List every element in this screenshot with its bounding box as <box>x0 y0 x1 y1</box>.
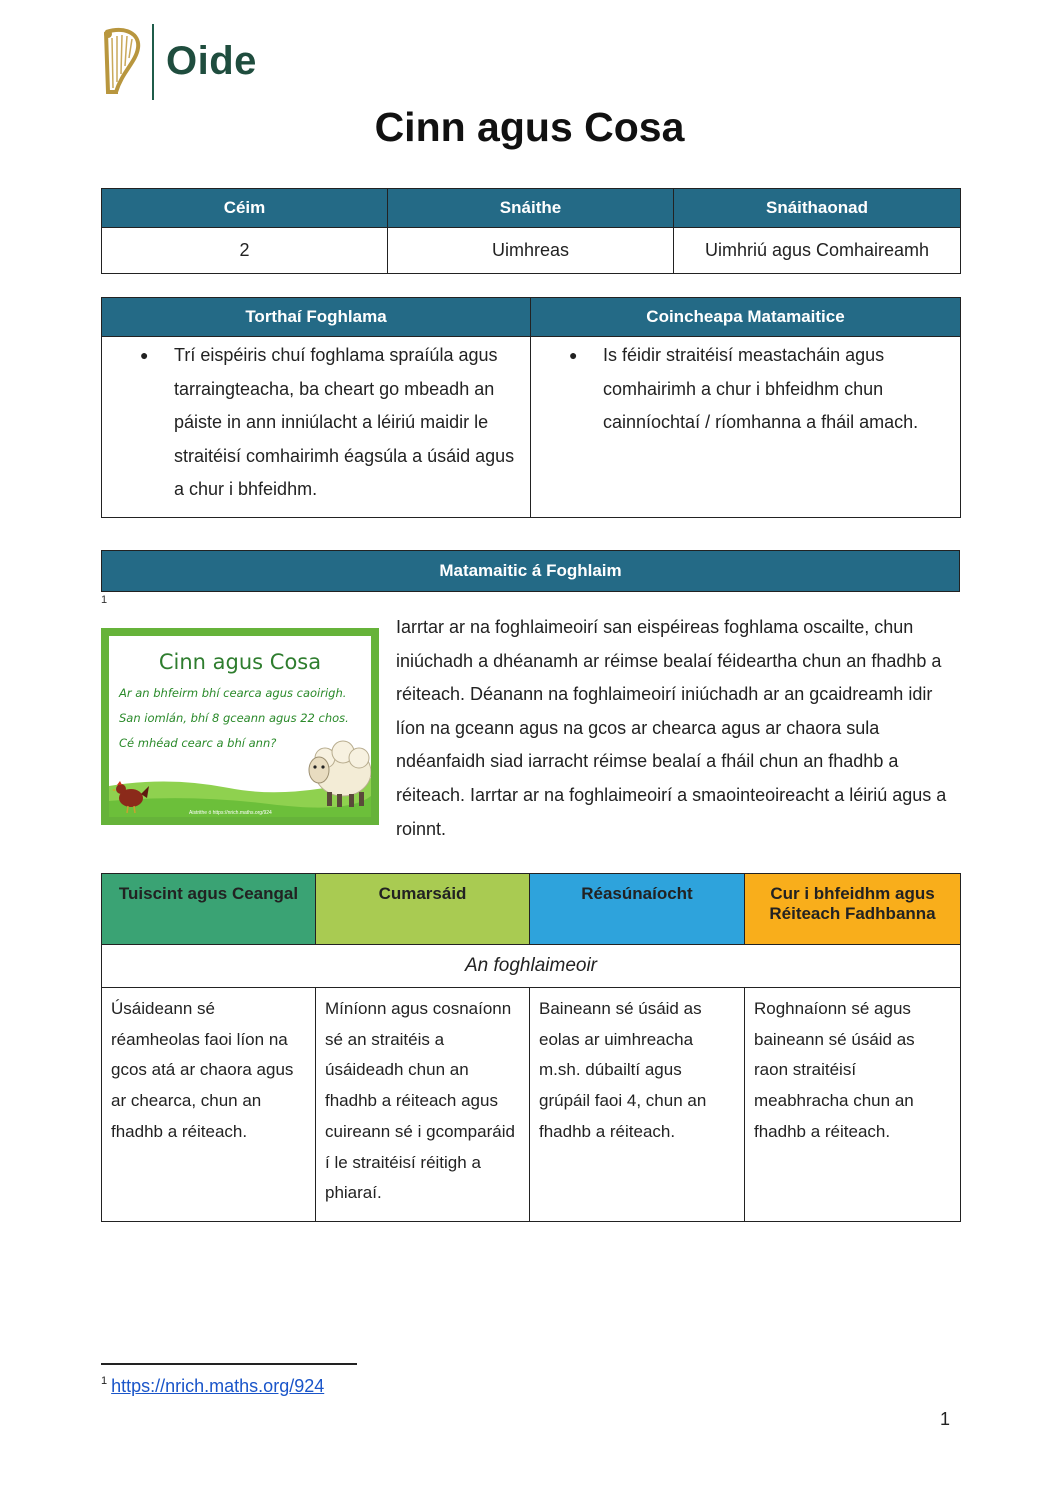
assessment-table <box>101 873 961 1222</box>
header-cumarsaid: Cumarsáid <box>316 874 530 945</box>
learner-subheader: An foghlaimeoir <box>102 945 961 988</box>
logo-divider <box>152 24 154 100</box>
learning-outcome-cell <box>102 337 531 518</box>
illustration-line-2: San iomlán, bhí 8 gceann agus 22 chos. <box>119 711 349 725</box>
header-cur-i-bhfeidhm: Cur i bhfeidhm agus Réiteach Fadhbanna <box>745 874 961 945</box>
header-ceim: Céim <box>102 189 388 228</box>
oide-logo <box>96 22 296 104</box>
learning-outcome-bullet: ● Trí eispéiris chuí foghlama spraíúla agus tarraingteacha, ba cheart go mbeadh an páiste in ann inniúlacht a léiriú maidir le straitéisí comhairimh éagsúla a úsáid agus a chur i bhfeidhm. <box>174 339 522 507</box>
value-snaithe: Uimhreas <box>388 228 674 274</box>
level-strand-table <box>101 188 961 274</box>
cell-tuiscint-agus-ceangal: Úsáideann sé réamheolas faoi líon na gcos atá ar chaora agus ar chearca, chun an fhadhb a réiteach. <box>102 988 316 1222</box>
footnote-divider <box>101 1363 357 1365</box>
activity-description: Iarrtar ar na foghlaimeoirí san eispéireas foghlama oscailte, chun iniúchadh a dhéanamh ar réimse bealaí féideartha chun an fhadhb a réiteach. Déanann na foghlaimeoirí iniúchadh ar an gcaidreamh idir líon na gceann agus na gcos ar chearca agus ar chaora sula ndéanfaidh siad iarracht réimse bealaí a fháil chun an fhadhb a réiteach. Iarrtar ar na foghlaimeoirí a smaointeoireacht a léiriú agus a roinnt. <box>396 617 947 839</box>
math-concept-bullet: ● Is féidir straitéisí meastacháin agus comhairimh a chur i bhfeidhm chun cainníochtaí / ríomhanna a fháil amach. <box>603 339 952 440</box>
illustration-line-3: Cé mhéad cearc a bhí ann? <box>119 736 277 750</box>
header-torthai-foghlama: Torthaí Foghlama <box>102 298 531 337</box>
cell-reasunaiocht: Baineann sé úsáid as eolas ar uimhreacha m.sh. dúbailtí agus grúpáil faoi 4, chun an fhadhb a réiteach. <box>530 988 745 1222</box>
harp-icon <box>96 26 144 98</box>
footnote-link[interactable]: https://nrich.maths.org/924 <box>111 1376 325 1396</box>
footnote-marker: 1 <box>101 594 108 606</box>
cell-cumarsaid: Míníonn agus cosnaíonn sé an straitéis a úsáideadh chun an fhadhb a réiteach agus cuireann sé i gcomparáid í le straitéisí réitigh a phiaraí. <box>316 988 530 1222</box>
value-snaithaonad: Uimhriú agus Comhaireamh <box>674 228 961 274</box>
value-ceim: 2 <box>102 228 388 274</box>
cell-cur-i-bhfeidhm: Roghnaíonn sé agus baineann sé úsáid as raon straitéisí meabhracha chun an fhadhb a réiteach. <box>745 988 961 1222</box>
illustration-credit: Aistrithe ó https://nrich.maths.org/924 <box>189 810 272 816</box>
page-title: Cinn agus Cosa <box>374 104 685 150</box>
footnote-number: 1 <box>101 1375 108 1387</box>
page-number: 1 <box>940 1409 951 1429</box>
header-snaithe: Snáithe <box>388 189 674 228</box>
problem-illustration <box>101 628 379 825</box>
sheep-icon <box>303 732 371 810</box>
illustration-line-1: Ar an bhfeirm bhí cearca agus caoirigh. <box>119 686 347 700</box>
footnote <box>101 1375 324 1397</box>
section-banner: Matamaitic á Foghlaim <box>101 550 960 592</box>
header-tuiscint-agus-ceangal: Tuiscint agus Ceangal <box>102 874 316 945</box>
illustration-title: Cinn agus Cosa <box>158 650 322 674</box>
logo-wordmark: Oide <box>166 39 257 83</box>
header-coincheapa: Coincheapa Matamaitice <box>531 298 961 337</box>
hen-icon <box>111 776 151 816</box>
learning-outcomes-table <box>101 297 961 518</box>
header-reasunaiocht: Réasúnaíocht <box>530 874 745 945</box>
header-snaithaonad: Snáithaonad <box>674 189 961 228</box>
math-concept-cell <box>531 337 961 518</box>
